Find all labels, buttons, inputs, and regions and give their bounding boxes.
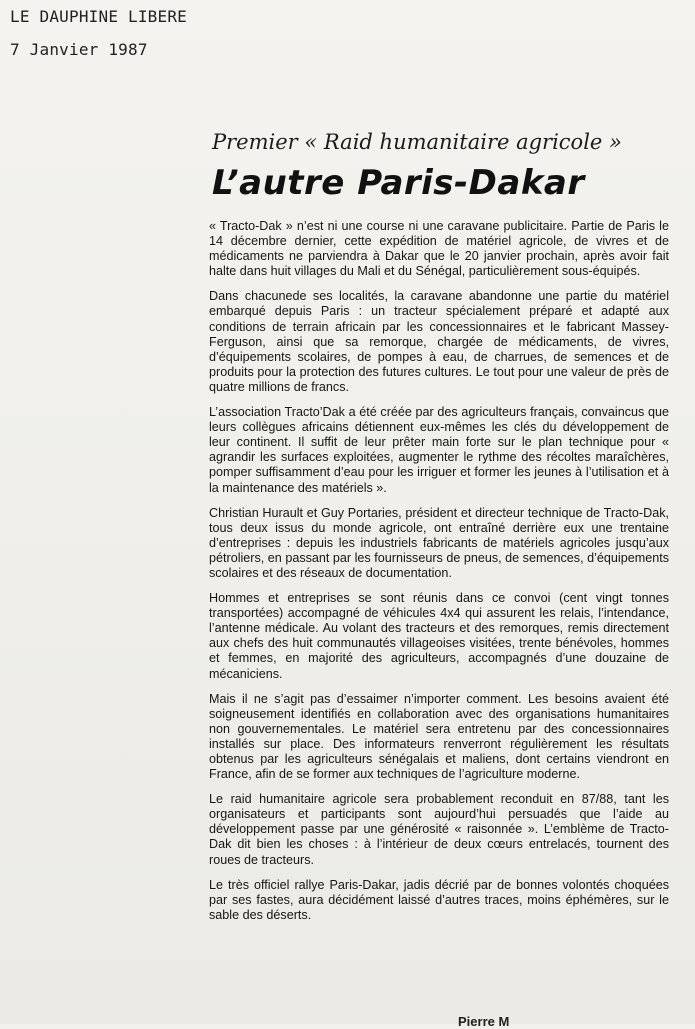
article-paragraph: Le très officiel rallye Paris-Dakar, jadis décrié par de bonnes volontés choquées par ses fastes, aura décidément laissé d’autres traces, moins éphémères, sur le sable des déserts. (209, 877, 669, 922)
article-paragraph: L’association Tracto’Dak a été créée par des agriculteurs français, convaincus que leurs collègues africains détiennent eux-mêmes les clés du développement de leur continent. Il suffit de leur prêter main forte sur le plan technique pour « agrandir les surfaces exploitées, augmenter le rythme des récoltes maraîchères, pomper suffisamment d’eau pour les irriguer et former les jeunes à l’utilisation et à la maintenance des matériels ». (209, 405, 669, 495)
article-body (209, 219, 669, 923)
article-paragraph: Hommes et entreprises se sont réunis dans ce convoi (cent vingt tonnes transportées) accompagné de véhicules 4x4 qui assurent les relais, l’intendance, l’antenne médicale. Au volant des tracteurs et des remorques, remis directement aux chefs des huit communautés villageoises visitées, trente bénévoles, hommes et femmes, en majorité des agriculteurs, accompagnés d’une douzaine de mécaniciens. (209, 591, 669, 681)
article-paragraph: Christian Hurault et Guy Portaries, président et directeur technique de Tracto-Dak, tous deux issus du monde agricole, ont entraîné derrière eux une trentaine d’entreprises : depuis les industriels fabricants de matériels agricoles jusqu’aux pétroliers, en passant par les fournisseurs de pneus, de semences, d’équipements scolaires et des réseaux de documentation. (209, 505, 669, 580)
author-signature: Pierre M (458, 1014, 510, 1029)
article-title: L’autre Paris-Dakar (212, 163, 585, 203)
publication-date: 7 Janvier 1987 (10, 40, 148, 59)
article-paragraph: Dans chacunede ses localités, la caravane abandonne une partie du matériel embarqué depuis Paris : un tracteur spécialement préparé et adapté aux conditions de terrain africain par les concessionnaires et le fabricant Massey-Ferguson, ainsi que sa remorque, chargée de médicaments, de vivres, d’équipements scolaires, de pompes à eau, de charrues, de semences et de produits pour la protection des futures cultures. Le tout pour une valeur de près de quatre millions de francs. (209, 289, 669, 394)
article-paragraph: « Tracto-Dak » n’est ni une course ni une caravane publicitaire. Partie de Paris le 14 décembre dernier, cette expédition de matériel agricole, de vivres et de médicaments ne parviendra à Dakar que le 20 janvier prochain, après avoir fait halte dans huit villages du Mali et du Sénégal, particulièrement sous-équipés. (209, 219, 669, 279)
newspaper-name: LE DAUPHINE LIBERE (10, 7, 187, 26)
article-paragraph: Le raid humanitaire agricole sera probablement reconduit en 87/88, tant les organisateurs et participants sont aujourd’hui persuadés que l’aide au développement passe par une générosité « raisonnée ». L’emblème de Tracto-Dak dit bien les choses : à l’intérieur de deux cœurs entrelacés, tournent des roues de tracteurs. (209, 792, 669, 867)
article-paragraph: Mais il ne s’agit pas d’essaimer n’importer comment. Les besoins avaient été soigneusement identifiés en collaboration avec des organisations humanitaires non gouvernementales. Le matériel sera entretenu par des concessionnaires installés sur place. Des informateurs renverront régulièrement les résultats obtenus par les agriculteurs sénégalais et maliens, dont certains viendront en France, afin de se former aux techniques de l’agriculture moderne. (209, 691, 669, 782)
article-kicker: Premier « Raid humanitaire agricole » (212, 130, 622, 154)
